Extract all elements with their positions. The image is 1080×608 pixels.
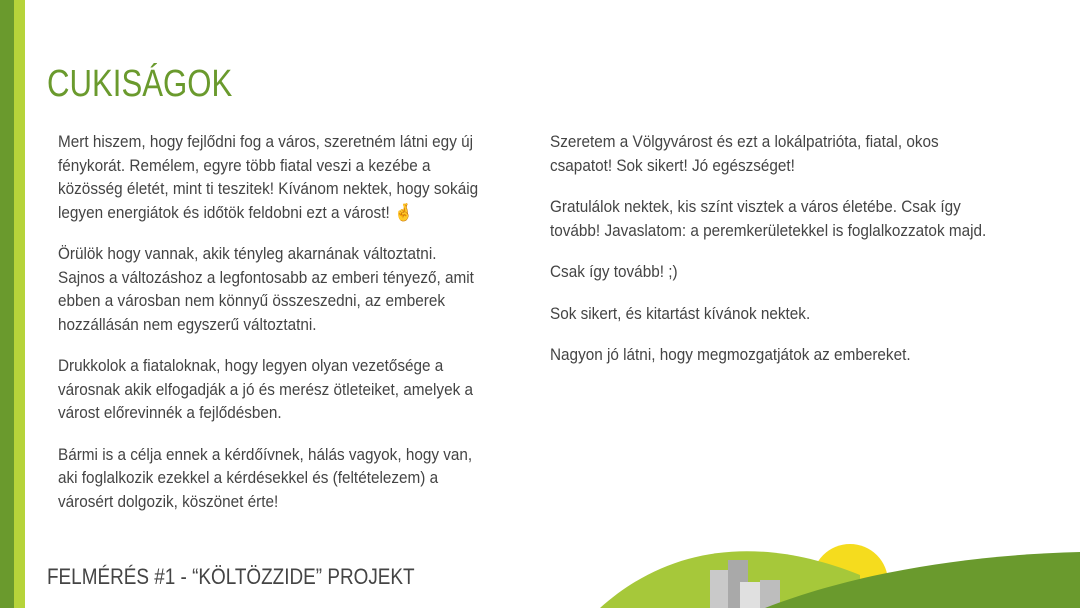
building-shape bbox=[740, 582, 762, 608]
quote-paragraph: Sok sikert, és kitartást kívánok nektek. bbox=[550, 303, 811, 323]
quotes-left-column bbox=[58, 130, 481, 531]
quote-paragraph: Szeretem a Völgyvárost és ezt a lokálpatrióta, fiatal, okos csapatot! Sok sikert! Jó egészséget! bbox=[550, 132, 939, 175]
slide-title: CUKISÁGOK bbox=[47, 63, 233, 105]
left-accent-bar-light bbox=[14, 0, 25, 608]
quote-paragraph: Csak így tovább! ;) bbox=[550, 262, 678, 281]
slide-footer: FELMÉRÉS #1 - “KÖLTÖZZIDE” PROJEKT bbox=[47, 564, 415, 589]
quote-paragraph: Drukkolok a fiataloknak, hogy legyen olyan vezetősége a városnak akik elfogadják a jó és merész ötleteiket, amelyek a várost előrevinnék a fejlődésben. bbox=[58, 356, 474, 422]
quote-paragraph: Bármi is a célja ennek a kérdőívnek, hálás vagyok, hogy van, aki foglalkozik ezekkel a kérdésekkel és (feltételezem) a városért dolgozik, köszönet érte! bbox=[58, 444, 473, 511]
quote-paragraph: Nagyon jó látni, hogy megmozgatjátok az embereket. bbox=[550, 345, 911, 364]
quote-paragraph: Gratulálok nektek, kis színt visztek a város életébe. Csak így tovább! Javaslatom: a peremkerületekkel is foglalkozzatok majd. bbox=[550, 197, 987, 240]
quote-paragraph: Mert hiszem, hogy fejlődni fog a város, szeretném látni egy új fénykorát. Remélem, egyre több fiatal veszi a kezébe a közösség életét, mint ti teszitek! Kívánom nektek, hogy sokáig legyen energiátok és időtök feldobni ezt a várost! 🤞 bbox=[58, 132, 479, 222]
quotes-right-column bbox=[550, 130, 1000, 385]
left-accent-bar-dark bbox=[0, 0, 14, 608]
landscape-illustration bbox=[560, 530, 1080, 608]
quote-paragraph: Örülök hogy vannak, akik tényleg akarnának változtatni. Sajnos a változáshoz a legfontosabb az emberi tényező, amit ebben a városban nem könnyű összeszedni, az emberek hozzállásán nem egyszerű változtatni. bbox=[58, 244, 474, 334]
crossed-fingers-emoji: 🤞 bbox=[393, 202, 414, 222]
